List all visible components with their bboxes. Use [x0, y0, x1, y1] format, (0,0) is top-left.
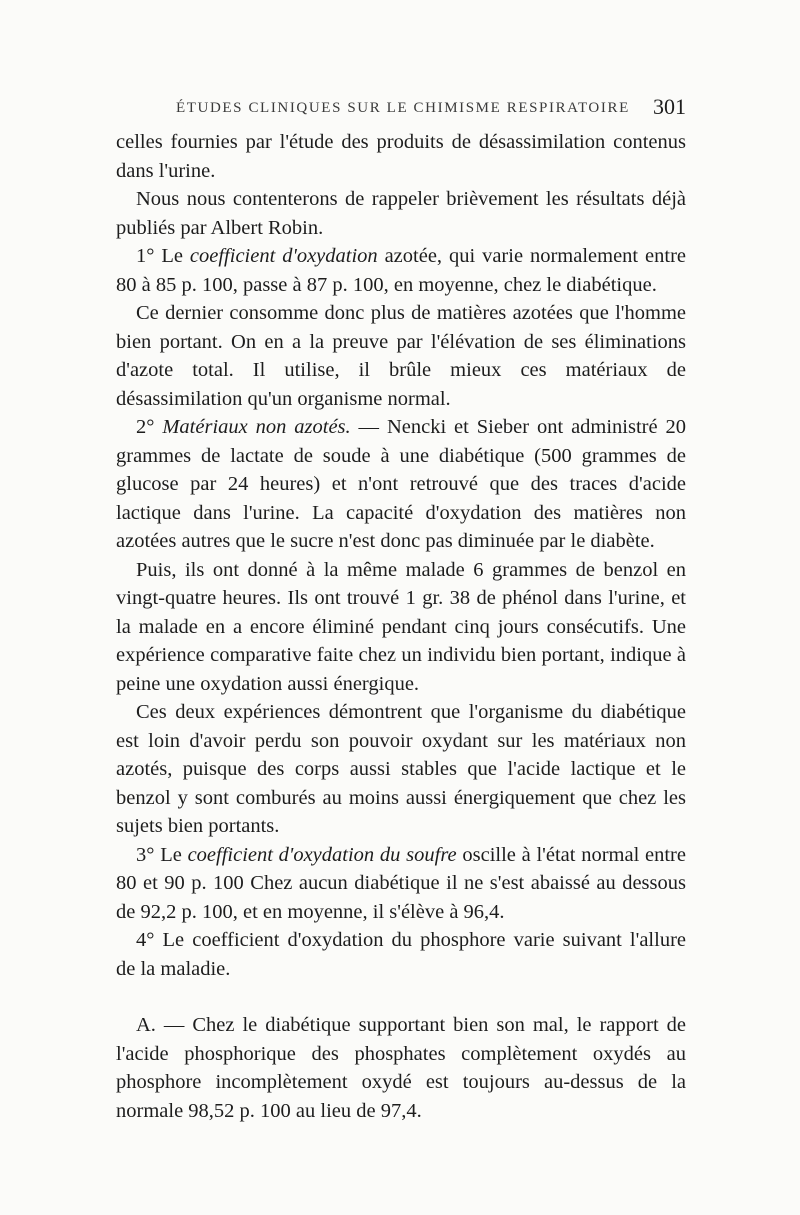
paragraph-nitrogen-coefficient: 1° Le coefficient d'oxydation azotée, qui varie normalement entre 80 à 85 p. 100, passe à 87 p. 100, en moyenne, chez le diabétique. [116, 245, 686, 296]
paragraph-sulfur-coefficient: 3° Le coefficient d'oxydation du soufre oscille à l'état normal entre 80 et 90 p. 100 Chez aucun diabétique il ne s'est abaissé au dessous de 92,2 p. 100, et en moyenne, il s'élève à 96,4. [116, 843, 686, 923]
italic-term: coefficient d'oxydation du soufre [187, 843, 457, 866]
paragraph-section-a: A. — Chez le diabétique supportant bien son mal, le rapport de l'acide phosphorique des phosphates complètement oxydés au phosphore incomplètement oxydé est toujours au-dessus de la normale 98,52 p. 100 au lieu de 97,4. [116, 1014, 686, 1122]
paragraph: Ce dernier consomme donc plus de matières azotées que l'homme bien portant. On en a la preuve par l'élévation de ses éliminations d'azote total. Il utilise, il brûle mieux ces matériaux de désassimilation qu'un organisme normal. [116, 302, 686, 410]
paragraph: Puis, ils ont donné à la même malade 6 grammes de benzol en vingt-quatre heures. Ils ont trouvé 1 gr. 38 de phénol dans l'urine, et la malade en a encore éliminé pendant cinq jours consécutifs. Une expérience comparative faite chez un individu bien portant, indique à peine une oxydation aussi énergique. [116, 558, 686, 695]
italic-term: Matériaux non azotés. [162, 416, 351, 438]
paragraph-continuation: celles fournies par l'étude des produits de désassimilation contenus dans l'urine. [116, 131, 686, 182]
page-header [116, 96, 686, 126]
paragraph-non-nitrogen-materials: 2° Matériaux non azotés. — Nencki et Sieber ont administré 20 grammes de lactate de soude à une diabétique (500 grammes de glucose par 24 heures) et n'ont retrouvé que des traces d'acide lactique dans l'urine. La capacité d'oxydation des matières non azotées autres que le sucre n'est donc pas diminuée par le diabète. [116, 416, 686, 552]
paragraph: Nous nous contenterons de rappeler brièvement les résultats déjà publiés par Albert Robin. [116, 188, 686, 239]
page-number: 301 [653, 94, 686, 119]
running-head: ÉTUDES CLINIQUES SUR LE CHIMISME RESPIRATOIRE [176, 100, 630, 116]
paragraph-phosphorus-coefficient: 4° Le coefficient d'oxydation du phosphore varie suivant l'allure de la maladie. [116, 929, 686, 980]
body-text [116, 128, 686, 1125]
paragraph: Ces deux expériences démontrent que l'organisme du diabétique est loin d'avoir perdu son pouvoir oxydant sur les matériaux non azotés, puisque des corps aussi stables que l'acide lactique et le benzol y sont comburés au moins aussi énergiquement que chez les sujets bien portants. [116, 701, 686, 837]
italic-term: coefficient d'oxydation [189, 245, 378, 267]
